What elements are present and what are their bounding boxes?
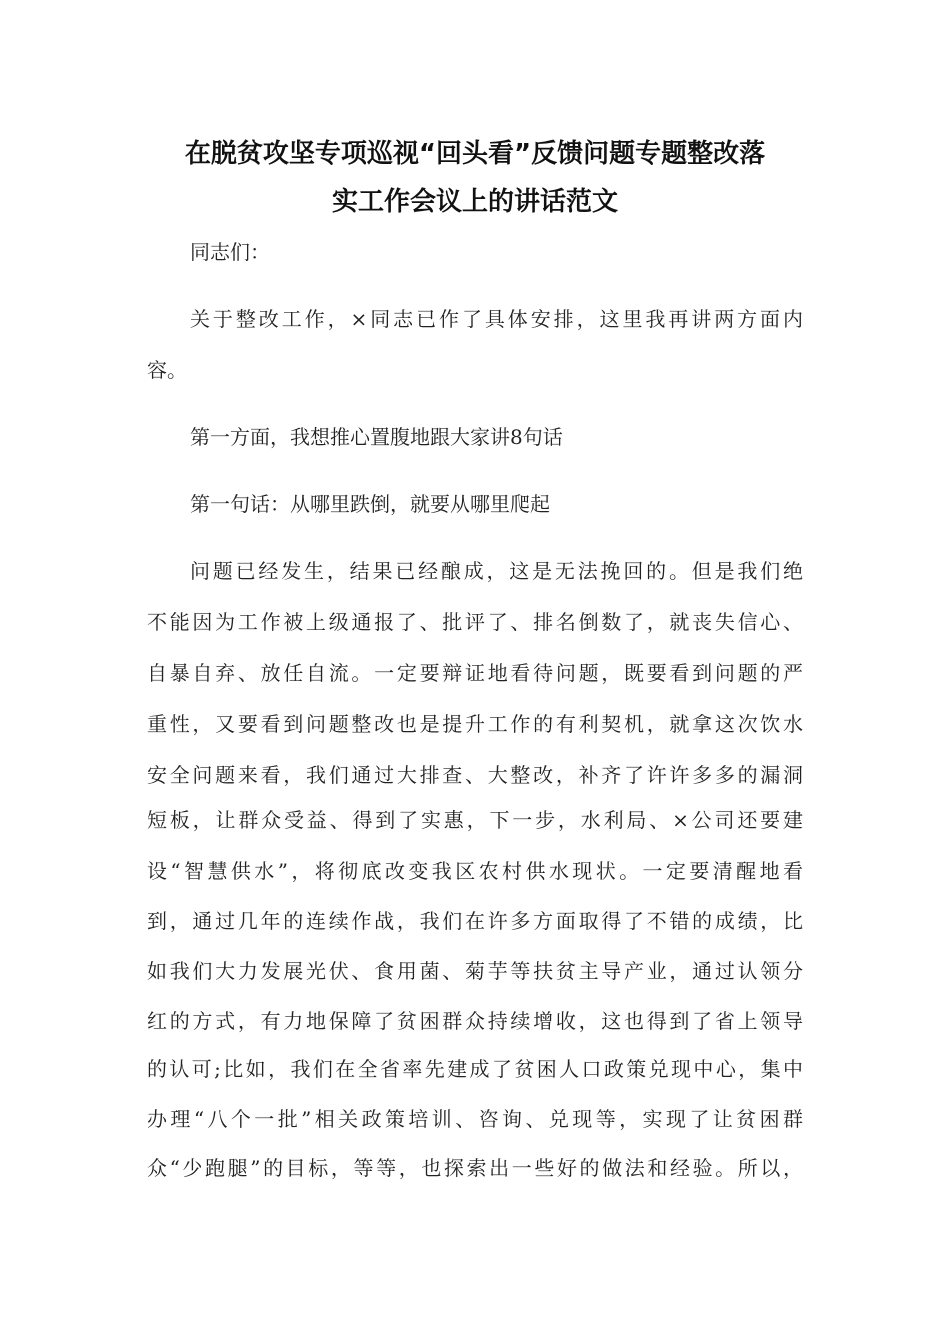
paragraph-line-2: 不能因为工作被上级通报了、批评了、排名倒数了，就丧失信心、 — [147, 610, 803, 634]
title-line-1: 在脱贫攻坚专项巡视“回头看”反馈问题专题整改落 — [184, 139, 766, 169]
intro-line-2: 容。 — [147, 358, 187, 382]
document-body — [147, 0, 803, 1344]
greeting: 同志们： — [190, 240, 270, 264]
paragraph-line-9: 如我们大力发展光伏、食用菌、菊芋等扶贫主导产业，通过认领分 — [147, 959, 803, 983]
paragraph-line-13: 众“少跑腿”的目标，等等，也探索出一些好的做法和经验。所以， — [147, 1156, 803, 1180]
paragraph-line-11: 的认可;比如，我们在全省率先建成了贫困人口政策兑现中心，集中 — [147, 1057, 803, 1081]
paragraph-line-3: 自暴自弃、放任自流。一定要辩证地看待问题，既要看到问题的严 — [147, 661, 803, 685]
paragraph-line-8: 到，通过几年的连续作战，我们在许多方面取得了不错的成绩，比 — [147, 909, 803, 933]
paragraph-line-1: 问题已经发生，结果已经酿成，这是无法挽回的。但是我们绝 — [190, 559, 803, 583]
section-heading: 第一方面，我想推心置腹地跟大家讲8句话 — [190, 425, 563, 449]
paragraph-line-10: 红的方式，有力地保障了贫困群众持续增收，这也得到了省上领导 — [147, 1009, 803, 1033]
paragraph-line-4: 重性，又要看到问题整改也是提升工作的有利契机，就拿这次饮水 — [147, 712, 803, 736]
paragraph-line-12: 办理“八个一批”相关政策培训、咨询、兑现等，实现了让贫困群 — [147, 1107, 803, 1131]
paragraph-line-5: 安全问题来看，我们通过大排查、大整改，补齐了许许多多的漏洞 — [147, 763, 803, 787]
paragraph-line-6: 短板，让群众受益、得到了实惠，下一步，水利局、×公司还要建 — [147, 808, 803, 832]
intro-line-1: 关于整改工作，×同志已作了具体安排，这里我再讲两方面内 — [190, 307, 803, 331]
sub-heading: 第一句话：从哪里跌倒，就要从哪里爬起 — [190, 492, 550, 516]
title-line-2: 实工作会议上的讲话范文 — [331, 187, 618, 217]
paragraph-line-7: 设“智慧供水”，将彻底改变我区农村供水现状。一定要清醒地看 — [147, 859, 803, 883]
